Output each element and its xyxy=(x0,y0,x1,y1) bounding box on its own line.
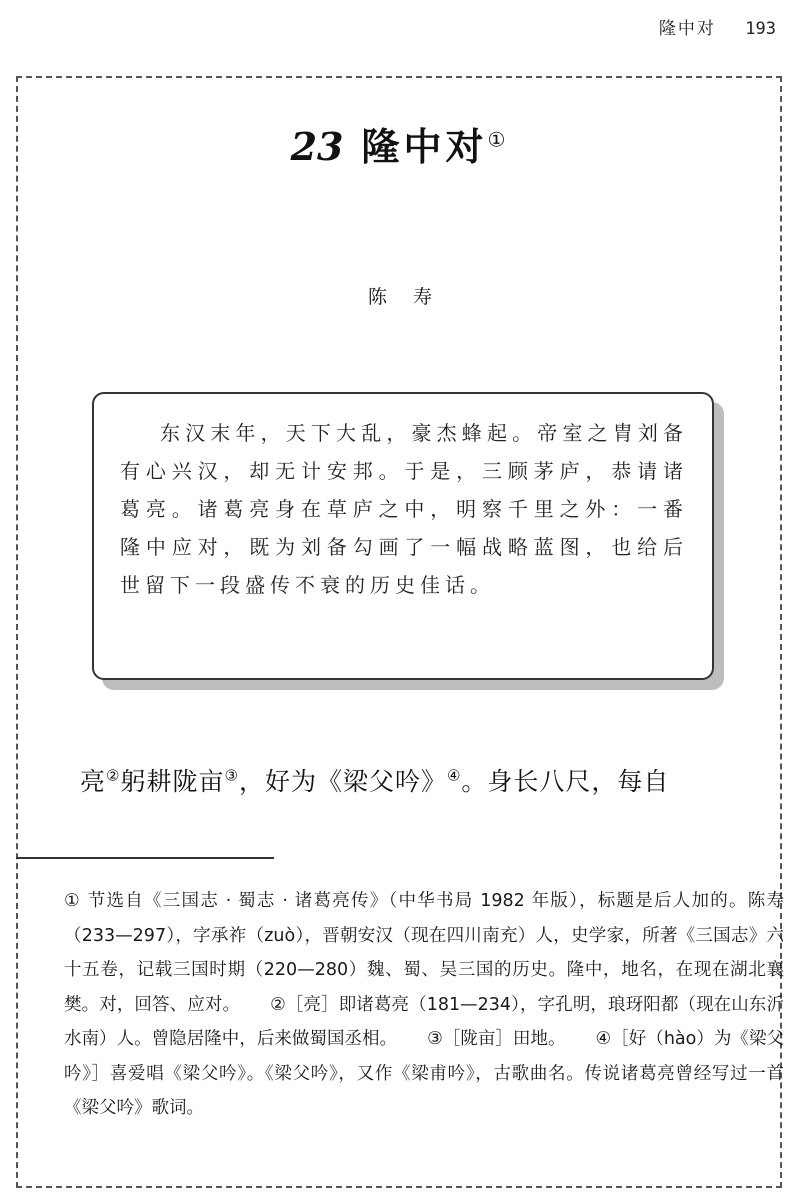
body-text-part: ，好为《梁父吟》 xyxy=(238,767,447,796)
footnote-4: ④［好（hào）为《梁父吟》］喜爱唱《梁父吟》。《梁父吟》，又作《梁甫吟》，古歌曲名。传说诸葛亮曾经写过一首《梁父吟》歌词。 xyxy=(64,1029,784,1118)
running-header xyxy=(659,14,776,39)
body-text xyxy=(80,762,669,798)
article-number: 23 xyxy=(290,124,344,169)
footnote-1: ① 节选自《三国志 · 蜀志 · 诸葛亮传》（中华书局 1982 年版），标题是后人加的。陈寿（233—297），字承祚（zuò），晋朝安汉（现在四川南充）人，史学家，所著《三国志》六十五卷，记载三国时期（220—280）魏、蜀、吴三国的历史。隆中，地名，在现在湖北襄樊。对，回答、应对。 xyxy=(64,891,784,1015)
footnote-2: ②［亮］即诸葛亮（181—234），字孔明，琅玡阳都（现在山东沂水南）人。曾隐居隆中，后来做蜀国丞相。 xyxy=(64,994,784,1049)
author: 陈寿 xyxy=(367,286,458,308)
article-title xyxy=(0,116,800,171)
intro-text: 东汉末年，天下大乱，豪杰蜂起。帝室之胄刘备有心兴汉，却无计安邦。于是，三顾茅庐，恭请诸葛亮。诸葛亮身在草庐之中，明察千里之外：一番隆中应对，既为刘备勾画了一幅战略蓝图，也给后世留下一段盛传不衰的历史佳话。 xyxy=(120,421,688,597)
footnote-mark: ④ xyxy=(446,766,462,785)
running-title: 隆中对 xyxy=(658,19,716,39)
article-title-text: 隆中对 xyxy=(361,125,488,169)
page-number: 193 xyxy=(745,19,776,39)
intro-box xyxy=(92,392,714,680)
body-text-part: 躬耕陇亩 xyxy=(120,767,225,796)
title-footnote-mark: ① xyxy=(487,127,510,152)
body-text-part: 。身长八尺，每自 xyxy=(461,767,670,796)
footnote-rule xyxy=(16,857,274,859)
footnotes xyxy=(64,884,784,1126)
footnote-3: ③［陇亩］田地。 xyxy=(427,1029,566,1049)
footnote-mark: ② xyxy=(106,766,121,785)
footnote-mark: ③ xyxy=(224,766,239,785)
body-text-part: 亮 xyxy=(80,767,107,796)
